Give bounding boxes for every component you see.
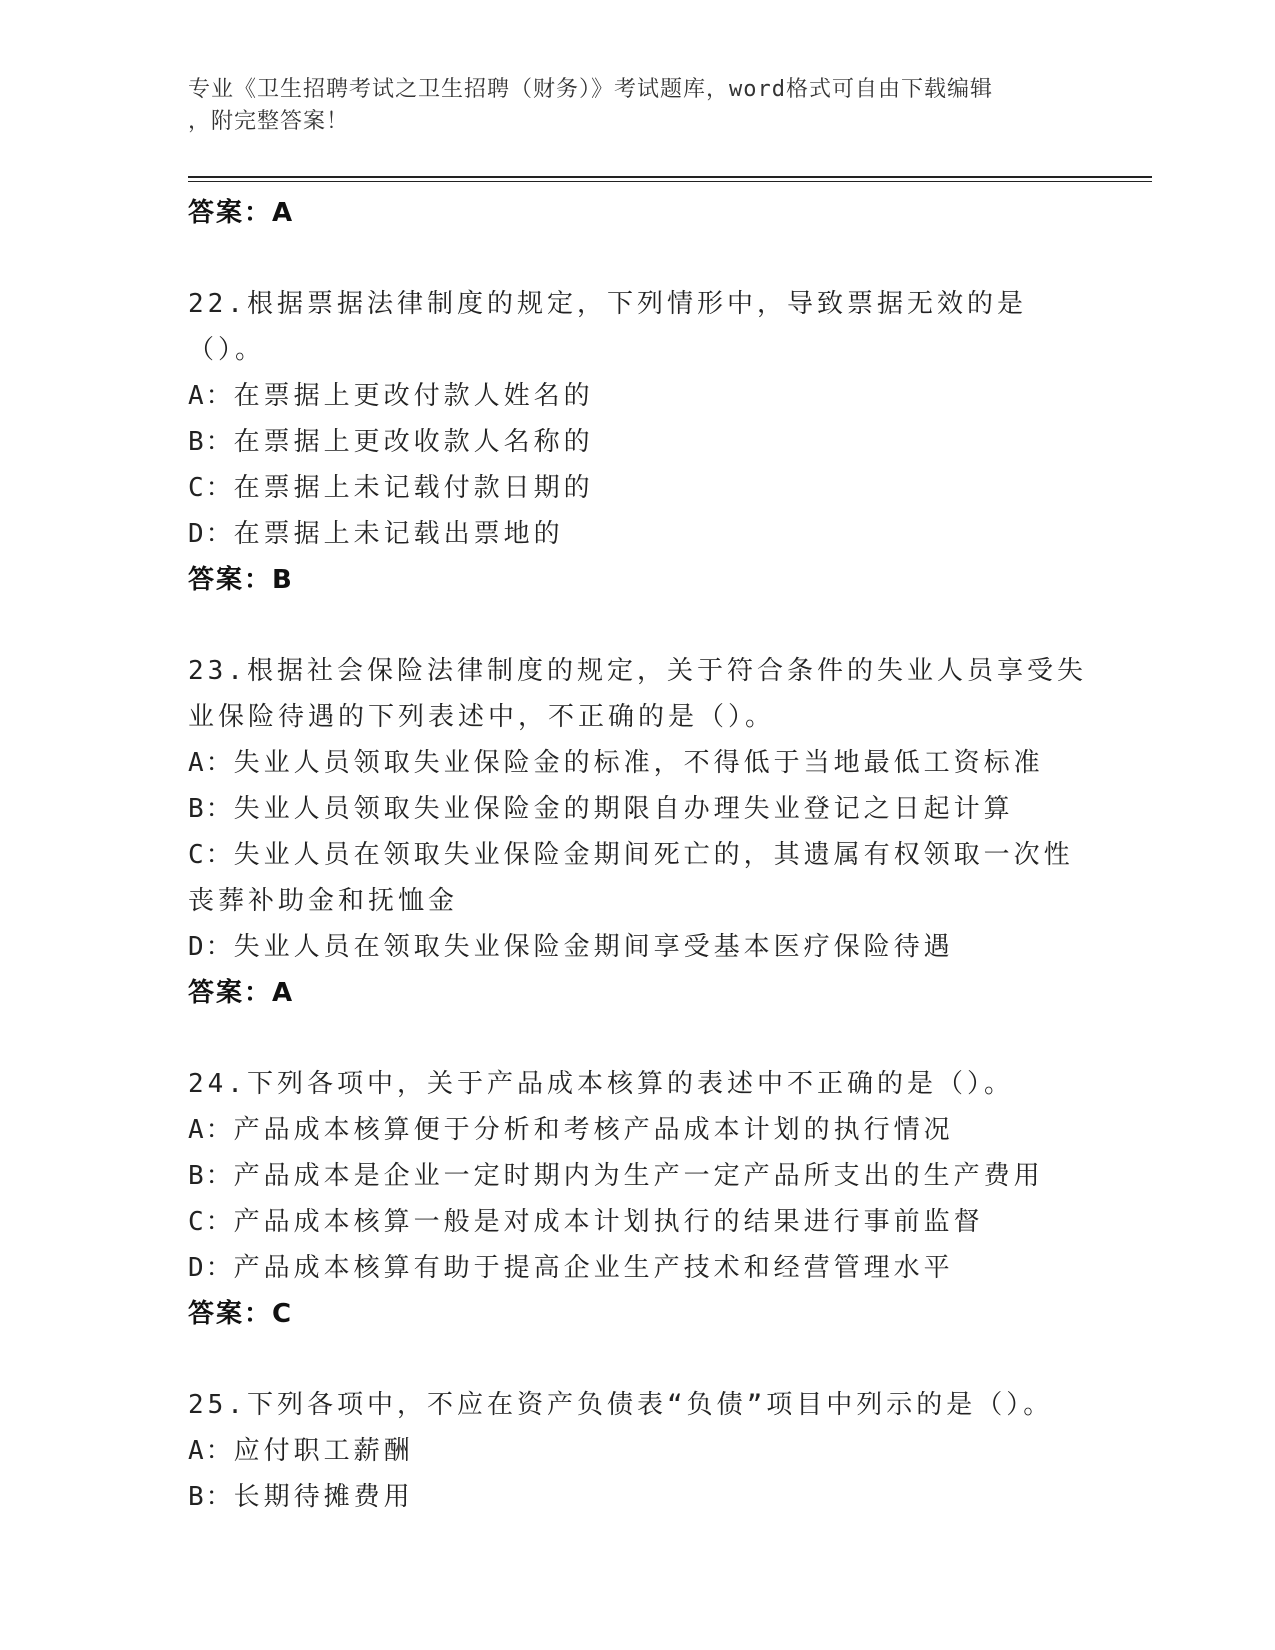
option-key: B：: [188, 1161, 234, 1191]
document-header: [188, 74, 1068, 138]
answer-label: 答案：: [188, 978, 273, 1008]
option-key: B：: [188, 794, 234, 824]
answer-label: 答案：: [188, 565, 273, 595]
option-a: [188, 740, 1088, 786]
option-text: 失业人员领取失业保险金的期限自办理失业登记之日起计算: [233, 794, 1014, 824]
question-23: [188, 648, 1088, 1016]
option-b: [188, 786, 1088, 832]
header-rule-thin: [188, 181, 1152, 182]
option-key: C：: [188, 840, 234, 870]
option-c: [188, 1199, 1088, 1245]
option-key: A：: [188, 1436, 234, 1466]
option-text: 在票据上未记载出票地的: [233, 519, 564, 549]
answer-label: 答案：: [188, 1299, 273, 1329]
answer-line-21: [188, 190, 1088, 236]
option-key: A：: [188, 1115, 234, 1145]
option-key: A：: [188, 748, 234, 778]
option-text: 产品成本是企业一定时期内为生产一定产品所支出的生产费用: [233, 1161, 1044, 1191]
answer-label: 答案：: [188, 198, 273, 228]
answer-value: A: [272, 198, 295, 228]
option-text: 失业人员领取失业保险金的标准，不得低于当地最低工资标准: [233, 748, 1044, 778]
option-text: 在票据上更改收款人名称的: [233, 427, 594, 457]
question-24: [188, 1061, 1088, 1337]
option-key: D：: [188, 519, 234, 549]
question-stem: 23.根据社会保险法律制度的规定，关于符合条件的失业人员享受失业保险待遇的下列表述中，不正确的是（）。: [188, 656, 1087, 732]
header-line-2: ，附完整答案！: [188, 109, 350, 134]
option-text: 长期待摊费用: [233, 1482, 414, 1512]
option-a: [188, 373, 1088, 419]
option-text: 产品成本核算有助于提高企业生产技术和经营管理水平: [233, 1253, 954, 1283]
option-b: [188, 1474, 1088, 1520]
option-text: 应付职工薪酬: [233, 1436, 414, 1466]
option-a: [188, 1107, 1088, 1153]
question-list: [188, 190, 1088, 1520]
question-stem: 22.根据票据法律制度的规定，下列情形中，导致票据无效的是（）。: [188, 289, 1027, 365]
option-text: 失业人员在领取失业保险金期间死亡的，其遗属有权领取一次性丧葬补助金和抚恤金: [188, 840, 1074, 916]
option-key: A：: [188, 381, 234, 411]
question-stem: 25.下列各项中，不应在资产负债表“负债”项目中列示的是（）。: [188, 1390, 1054, 1420]
option-text: 产品成本核算便于分析和考核产品成本计划的执行情况: [233, 1115, 954, 1145]
option-key: C：: [188, 1207, 234, 1237]
question-25: [188, 1382, 1088, 1520]
spacer: [188, 1337, 1088, 1382]
answer-value: A: [272, 978, 295, 1008]
option-key: D：: [188, 932, 234, 962]
option-c: [188, 465, 1088, 511]
option-key: B：: [188, 427, 234, 457]
answer-value: B: [272, 565, 294, 595]
option-key: D：: [188, 1253, 234, 1283]
spacer: [188, 1016, 1088, 1061]
option-key: B：: [188, 1482, 234, 1512]
option-d: [188, 924, 1088, 970]
answer-line: [188, 557, 1088, 603]
option-key: C：: [188, 473, 234, 503]
answer-line: [188, 1291, 1088, 1337]
answer-line: [188, 970, 1088, 1016]
header-rule-thick: [188, 176, 1152, 178]
option-b: [188, 1153, 1088, 1199]
header-line-1: 专业《卫生招聘考试之卫生招聘（财务）》考试题库，word格式可自由下载编辑: [188, 77, 993, 102]
option-a: [188, 1428, 1088, 1474]
spacer: [188, 603, 1088, 648]
spacer: [188, 236, 1088, 281]
question-22: [188, 281, 1088, 603]
option-b: [188, 419, 1088, 465]
option-text: 在票据上更改付款人姓名的: [233, 381, 594, 411]
option-c: [188, 832, 1088, 924]
answer-value: C: [272, 1299, 294, 1329]
question-stem: 24.下列各项中，关于产品成本核算的表述中不正确的是（）。: [188, 1069, 1014, 1099]
option-d: [188, 1245, 1088, 1291]
option-text: 在票据上未记载付款日期的: [233, 473, 594, 503]
option-text: 失业人员在领取失业保险金期间享受基本医疗保险待遇: [233, 932, 954, 962]
option-d: [188, 511, 1088, 557]
option-text: 产品成本核算一般是对成本计划执行的结果进行事前监督: [233, 1207, 984, 1237]
